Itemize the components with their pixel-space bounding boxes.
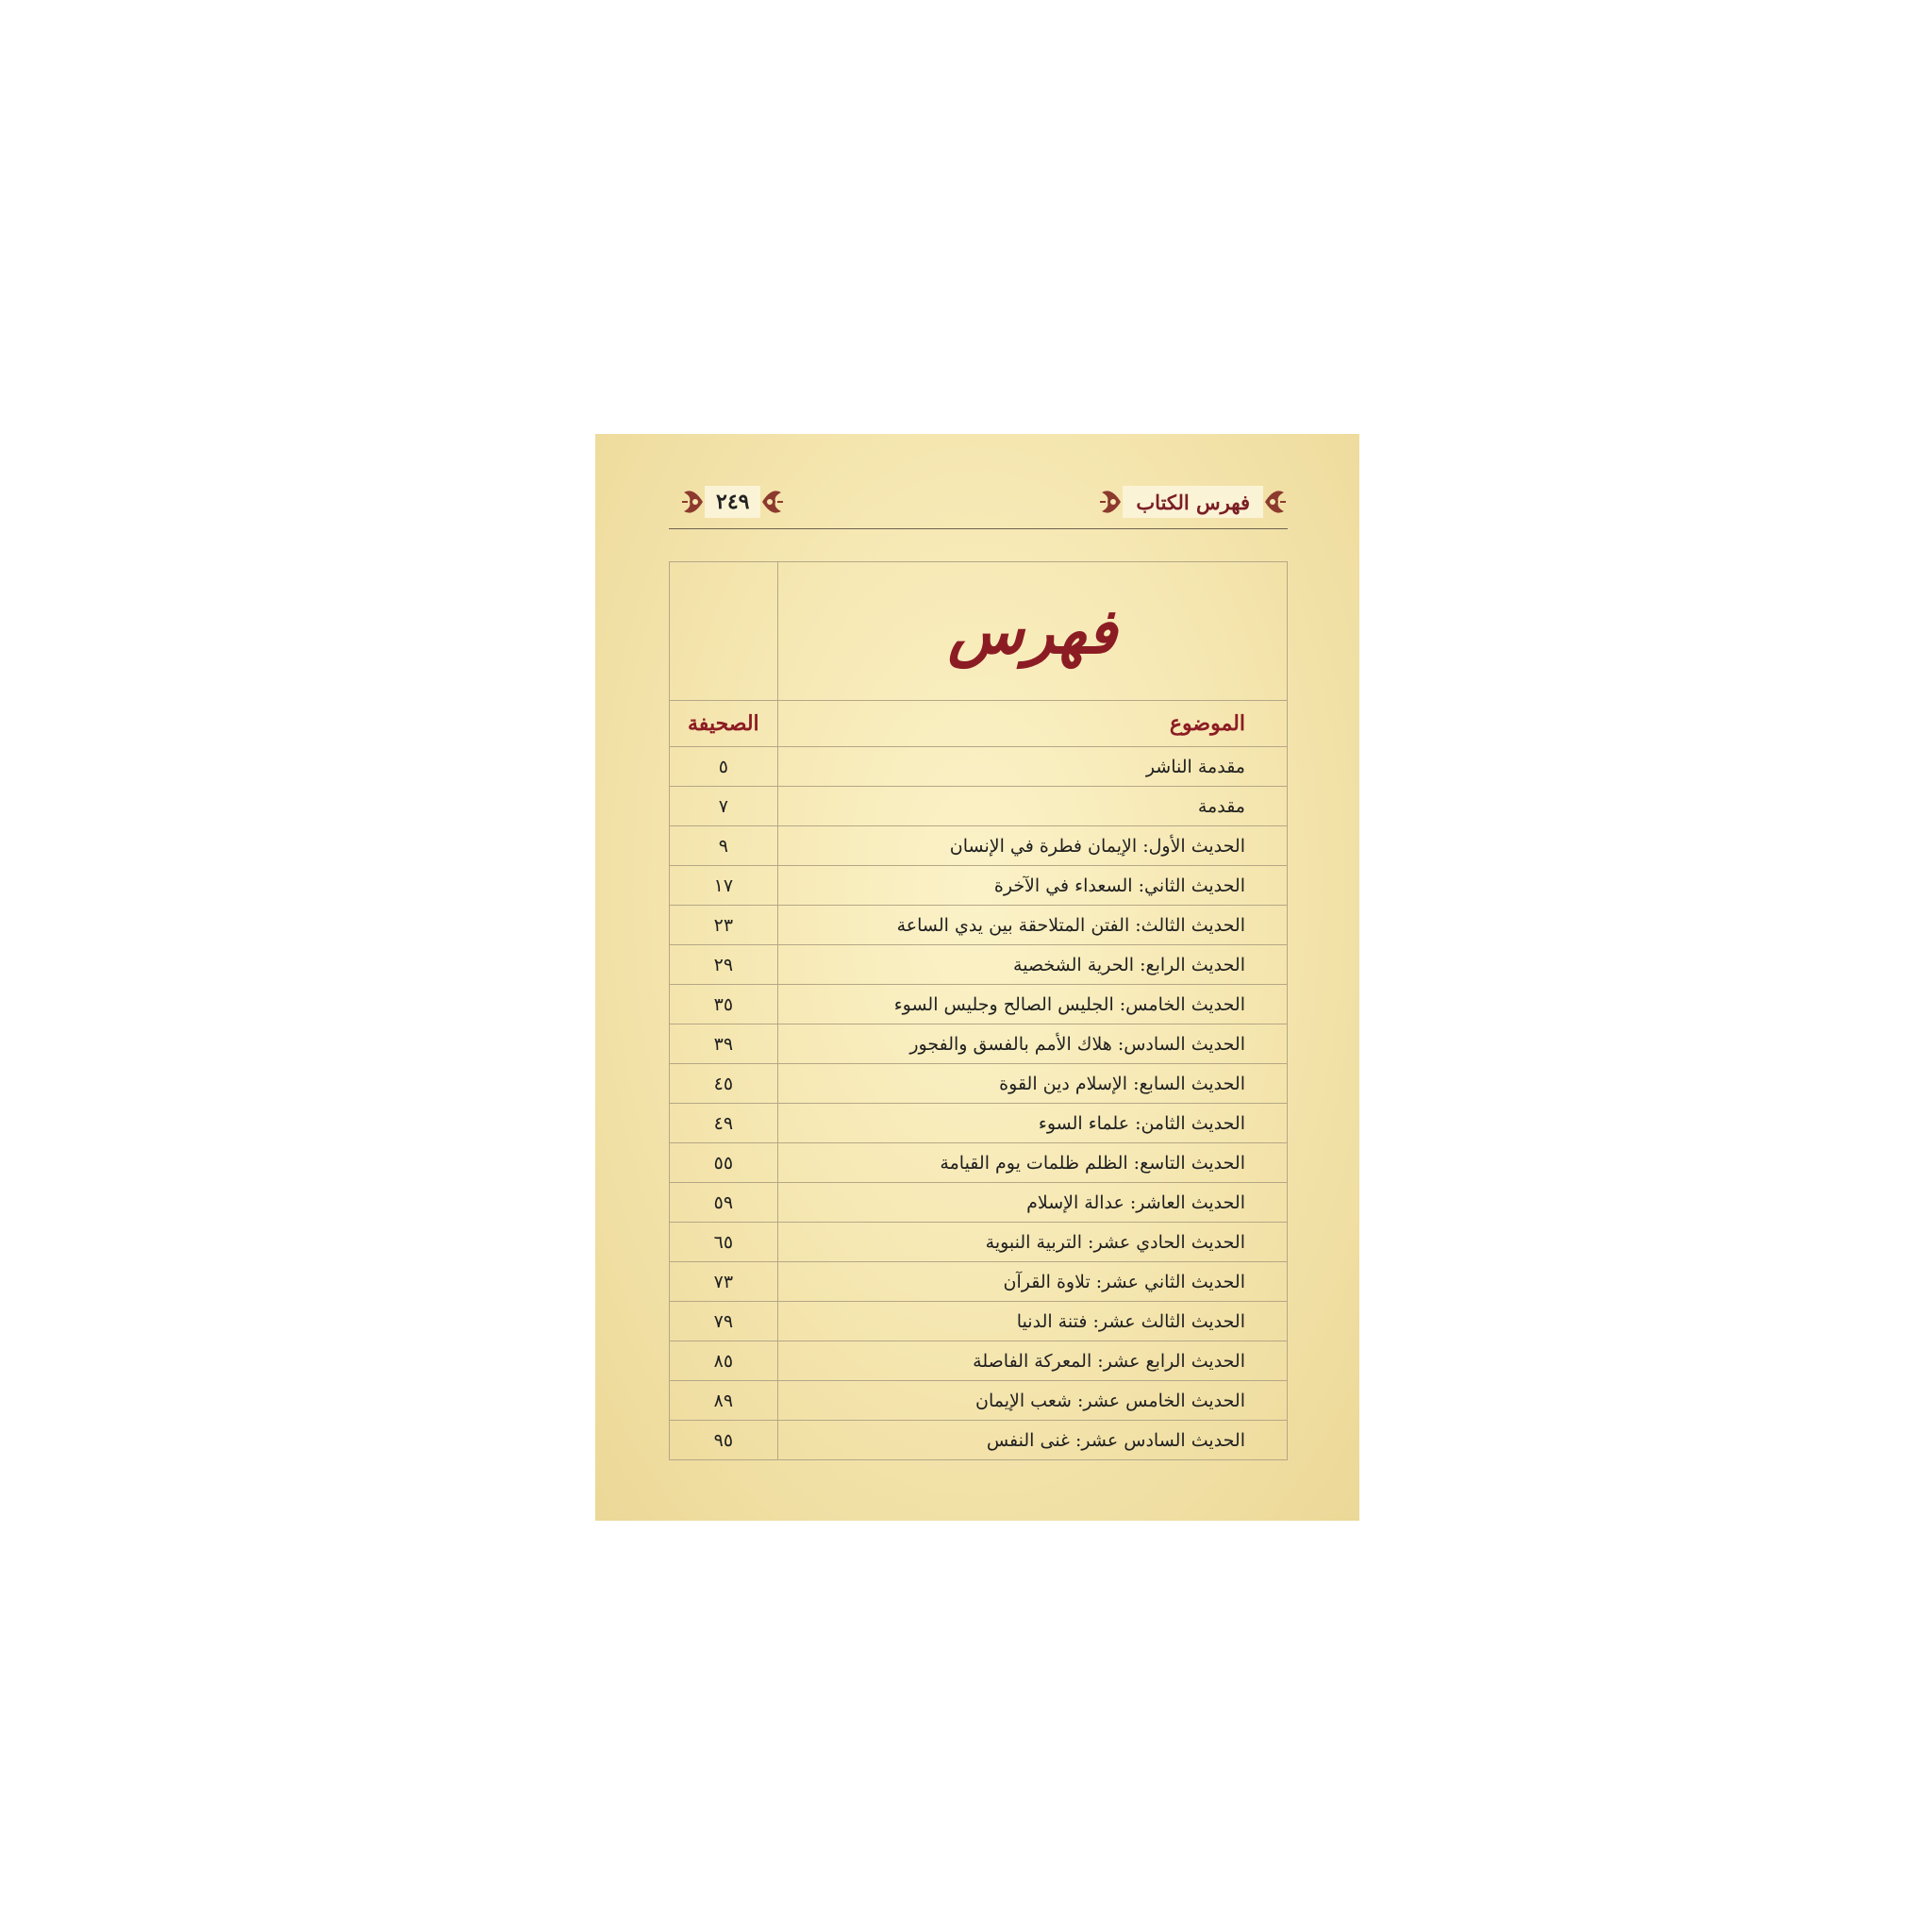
toc-page-number: ٦٥ (670, 1223, 778, 1262)
toc-title-cell (777, 562, 1287, 701)
toc-page-number: ٢٩ (670, 945, 778, 985)
book-page (595, 434, 1359, 1521)
col-page-header: الصحيفة (670, 701, 778, 747)
running-head (669, 481, 1288, 523)
toc-page-number: ٥ (670, 747, 778, 787)
toc-topic: الحديث الثاني عشر: تلاوة القرآن (777, 1262, 1287, 1302)
toc-topic: الحديث الحادي عشر: التربية النبوية (777, 1223, 1287, 1262)
toc-row (670, 1302, 1288, 1341)
toc-page-number: ٥٥ (670, 1143, 778, 1183)
toc-topic: الحديث الثاني: السعداء في الآخرة (777, 866, 1287, 906)
toc-page-number: ٩ (670, 826, 778, 866)
toc-page-number: ٨٥ (670, 1341, 778, 1381)
header-rule (669, 528, 1288, 529)
toc-topic: الحديث الثامن: علماء السوء (777, 1104, 1287, 1143)
toc-row (670, 866, 1288, 906)
toc-row (670, 1341, 1288, 1381)
toc-page-number: ٣٩ (670, 1024, 778, 1064)
ornament-right-icon (1263, 483, 1288, 521)
toc-row (670, 1183, 1288, 1223)
toc-row (670, 945, 1288, 985)
ornament-left-icon (1098, 483, 1123, 521)
toc-page-number: ١٧ (670, 866, 778, 906)
toc-topic: الحديث الثالث: الفتن المتلاحقة بين يدي الساعة (777, 906, 1287, 945)
toc-topic: الحديث السادس عشر: غنى النفس (777, 1421, 1287, 1460)
toc-row (670, 787, 1288, 826)
toc-row (670, 1024, 1288, 1064)
toc-page-number: ٩٥ (670, 1421, 778, 1460)
toc-row (670, 1143, 1288, 1183)
toc-page-number: ٥٩ (670, 1183, 778, 1223)
toc-topic: الحديث السابع: الإسلام دين القوة (777, 1064, 1287, 1104)
toc-row (670, 1064, 1288, 1104)
toc-page-number: ٧ (670, 787, 778, 826)
toc-topic: الحديث الخامس: الجليس الصالح وجليس السوء (777, 985, 1287, 1024)
page-number: ٢٤٩ (705, 486, 760, 518)
book-title: فهرس الكتاب (1123, 486, 1263, 518)
ornament-right-icon (760, 483, 785, 521)
toc-page-number: ٤٥ (670, 1064, 778, 1104)
toc-table (669, 561, 1288, 1460)
toc-page-number: ٧٣ (670, 1262, 778, 1302)
page-number-box (680, 483, 785, 521)
toc-page-number: ٢٣ (670, 906, 778, 945)
col-topic-header: الموضوع (777, 701, 1287, 747)
toc-topic: الحديث الثالث عشر: فتنة الدنيا (777, 1302, 1287, 1341)
toc-row (670, 1421, 1288, 1460)
toc-calligraphic-title: فهرس (947, 594, 1117, 668)
toc-row (670, 1223, 1288, 1262)
toc-page-number: ٣٥ (670, 985, 778, 1024)
toc-row (670, 1104, 1288, 1143)
toc-page-number: ٨٩ (670, 1381, 778, 1421)
toc-row (670, 1381, 1288, 1421)
toc-page-number: ٤٩ (670, 1104, 778, 1143)
ornament-left-icon (680, 483, 705, 521)
toc-row (670, 1262, 1288, 1302)
toc-row (670, 985, 1288, 1024)
toc-topic: الحديث الرابع عشر: المعركة الفاصلة (777, 1341, 1287, 1381)
toc-page-number: ٧٩ (670, 1302, 778, 1341)
toc-title-empty-cell (670, 562, 778, 701)
toc-row (670, 906, 1288, 945)
toc-topic: مقدمة الناشر (777, 747, 1287, 787)
toc-topic: الحديث التاسع: الظلم ظلمات يوم القيامة (777, 1143, 1287, 1183)
toc-row (670, 826, 1288, 866)
toc-topic: الحديث الأول: الإيمان فطرة في الإنسان (777, 826, 1287, 866)
toc-topic: الحديث السادس: هلاك الأمم بالفسق والفجور (777, 1024, 1287, 1064)
toc-topic: مقدمة (777, 787, 1287, 826)
toc-topic: الحديث العاشر: عدالة الإسلام (777, 1183, 1287, 1223)
toc-topic: الحديث الرابع: الحرية الشخصية (777, 945, 1287, 985)
toc-topic: الحديث الخامس عشر: شعب الإيمان (777, 1381, 1287, 1421)
toc-header-row (670, 701, 1288, 747)
toc-row (670, 747, 1288, 787)
book-title-box (1098, 483, 1288, 521)
